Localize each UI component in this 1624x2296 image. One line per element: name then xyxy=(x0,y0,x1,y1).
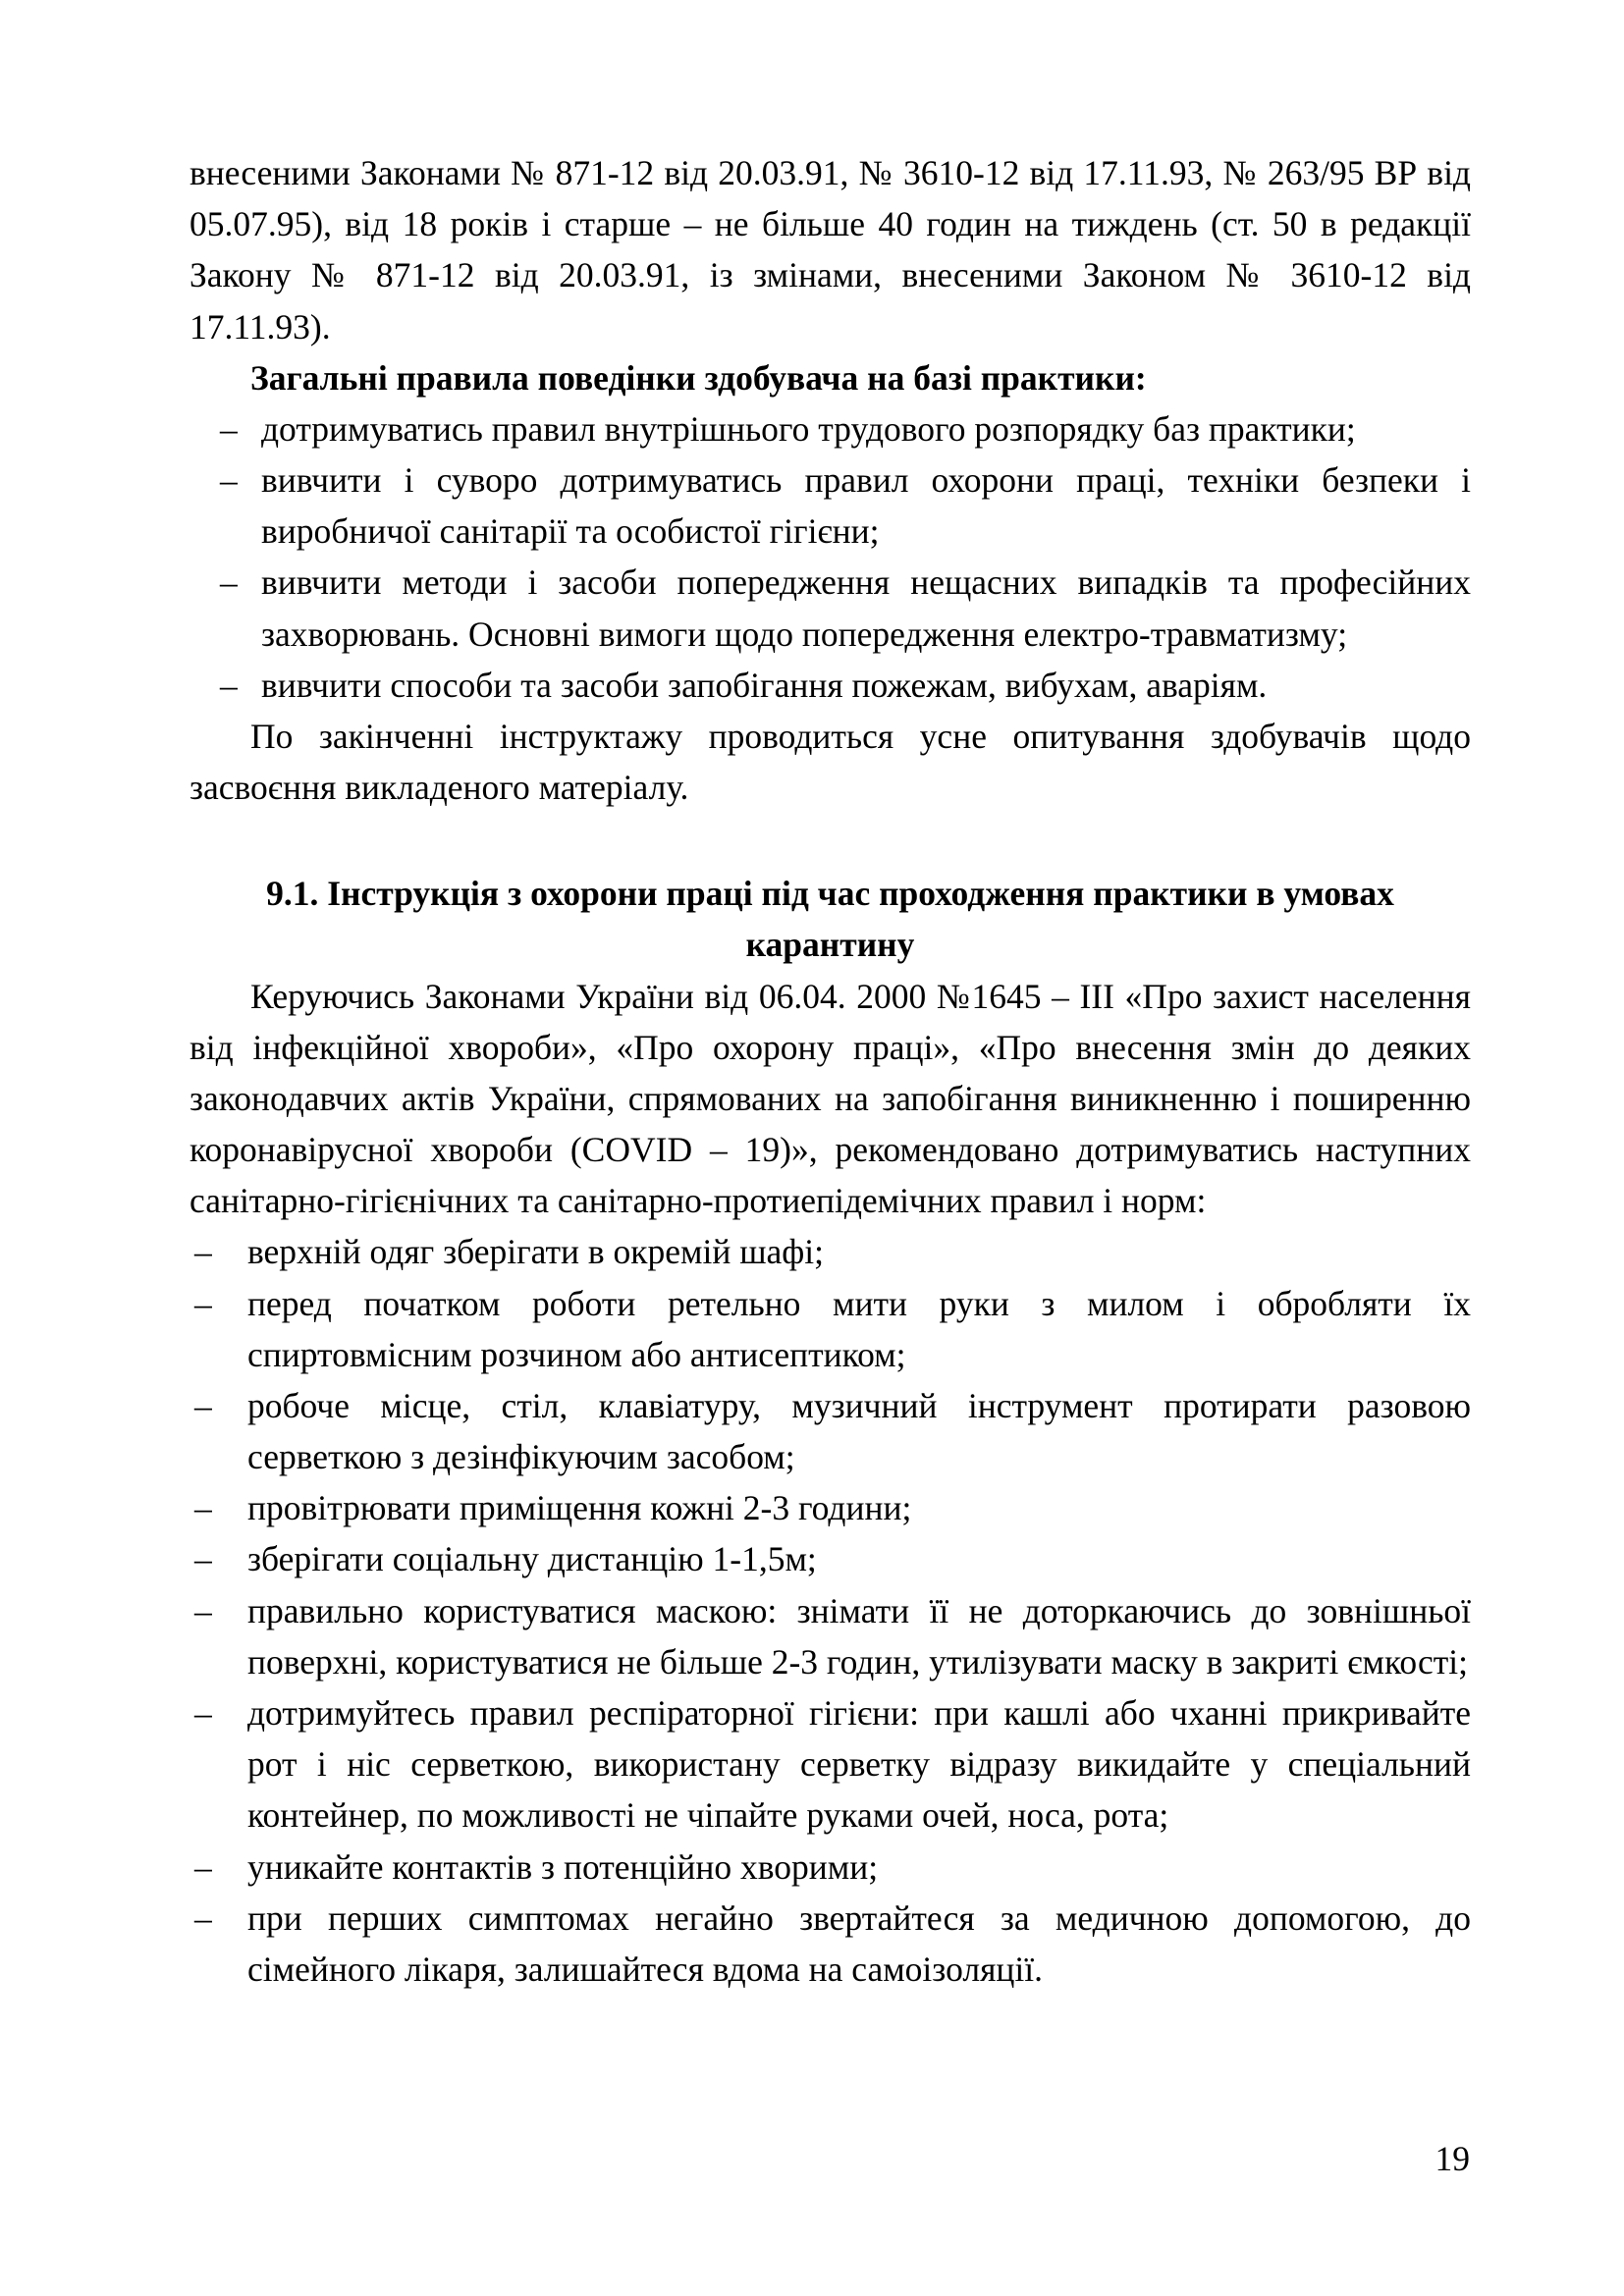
list-item-text: вивчити способи та засоби запобігання пожежам, вибухам, аваріям. xyxy=(261,665,1268,705)
spacer xyxy=(189,813,1471,868)
list-item xyxy=(189,557,1471,659)
covid-intro-paragraph: Керуючись Законами України від 06.04. 2000 №1645 – ІІІ «Про захист населення від інфекційної хвороби», «Про охорону праці», «Про внесення змін до деяких законодавчих актів України, спрямованих на запобігання виникненню і поширенню коронавірусної хвороби (COVID – 19)», рекомендовано дотримуватись наступних санітарно-гігієнічних та санітарно-протиепідемічних правил і норм: xyxy=(189,976,1471,1221)
list-item xyxy=(189,1226,1471,1277)
general-rules-list xyxy=(189,403,1471,711)
dash-bullet-icon: – xyxy=(194,1590,212,1630)
list-item xyxy=(189,403,1471,454)
dash-bullet-icon: – xyxy=(194,1283,212,1323)
list-item xyxy=(189,1482,1471,1533)
page-number: 19 xyxy=(1435,2138,1470,2178)
list-item xyxy=(189,1380,1471,1482)
dash-bullet-icon: – xyxy=(194,1539,212,1579)
dash-bullet-icon: – xyxy=(220,562,238,603)
list-item-text: при перших симптомах негайно звертайтеся за медичною допомогою, до сімейного лікаря, залишайтеся вдома на самоізоляції. xyxy=(247,1897,1471,1989)
list-item-text: вивчити методи і засоби попередження нещасних випадків та професійних захворювань. Основні вимоги щодо попередження електро-травматизму; xyxy=(261,562,1471,654)
list-item-text: провітрювати приміщення кожні 2-3 години; xyxy=(247,1488,912,1528)
after-rules-paragraph: По закінченні інструктажу проводиться усне опитування здобувачів щодо засвоєння викладеного матеріалу. xyxy=(189,716,1471,808)
dash-bullet-icon: – xyxy=(220,408,238,449)
list-item-text: уникайте контактів з потенційно хворими; xyxy=(247,1846,879,1887)
list-item-text: перед початком роботи ретельно мити руки з милом і обробляти їх спиртовмісним розчином або антисептиком; xyxy=(247,1283,1471,1374)
dash-bullet-icon: – xyxy=(194,1846,212,1887)
list-item xyxy=(189,1585,1471,1687)
page-content xyxy=(189,147,1471,1995)
list-item-text: дотримуватись правил внутрішнього трудового розпорядку баз практики; xyxy=(261,408,1356,449)
list-item xyxy=(189,660,1471,711)
dash-bullet-icon: – xyxy=(220,460,238,501)
dash-bullet-icon: – xyxy=(194,1897,212,1938)
list-item-text: правильно користуватися маскою: знімати її не доторкаючись до зовнішньої поверхні, користуватися не більше 2-3 годин, утилізувати маску в закриті ємкості; xyxy=(247,1590,1471,1682)
intro-paragraph: внесеними Законами № 871-12 від 20.03.91, № 3610-12 від 17.11.93, № 263/95 ВР від 05.07.95), від 18 років і старше – не більше 40 годин на тиждень (ст. 50 в редакції Закону № 871-12 від 20.03.91, із змінами, внесеними Законом № 3610-12 від 17.11.93). xyxy=(189,153,1471,347)
list-item xyxy=(189,454,1471,557)
dash-bullet-icon: – xyxy=(194,1692,212,1733)
list-item-text: робоче місце, стіл, клавіатуру, музичний інструмент протирати разовою серветкою з дезінфікуючим засобом; xyxy=(247,1385,1471,1477)
rules-heading: Загальні правила поведінки здобувача на базі практики: xyxy=(250,357,1147,398)
list-item-text: дотримуйтесь правил респіраторної гігієни: при кашлі або чханні прикривайте рот і ніс серветкою, використану серветку відразу викидайте у спеціальний контейнер, по можливості не чіпайте руками очей, носа, рота; xyxy=(247,1692,1471,1836)
dash-bullet-icon: – xyxy=(220,665,238,705)
list-item xyxy=(189,1893,1471,1995)
list-item-text: зберігати соціальну дистанцію 1-1,5м; xyxy=(247,1539,817,1579)
dash-bullet-icon: – xyxy=(194,1232,212,1272)
list-item xyxy=(189,1278,1471,1380)
list-item xyxy=(189,1687,1471,1842)
section-heading-9-1: 9.1. Інструкція з охорони праці під час проходження практики в умовах карантину xyxy=(266,874,1394,965)
dash-bullet-icon: – xyxy=(194,1488,212,1528)
covid-rules-list xyxy=(189,1226,1471,1995)
list-item-text: верхній одяг зберігати в окремій шафі; xyxy=(247,1232,825,1272)
dash-bullet-icon: – xyxy=(194,1385,212,1425)
list-item xyxy=(189,1533,1471,1584)
list-item-text: вивчити і суворо дотримуватись правил охорони праці, техніки безпеки і виробничої санітарії та особистої гігієни; xyxy=(261,460,1471,552)
list-item xyxy=(189,1842,1471,1893)
